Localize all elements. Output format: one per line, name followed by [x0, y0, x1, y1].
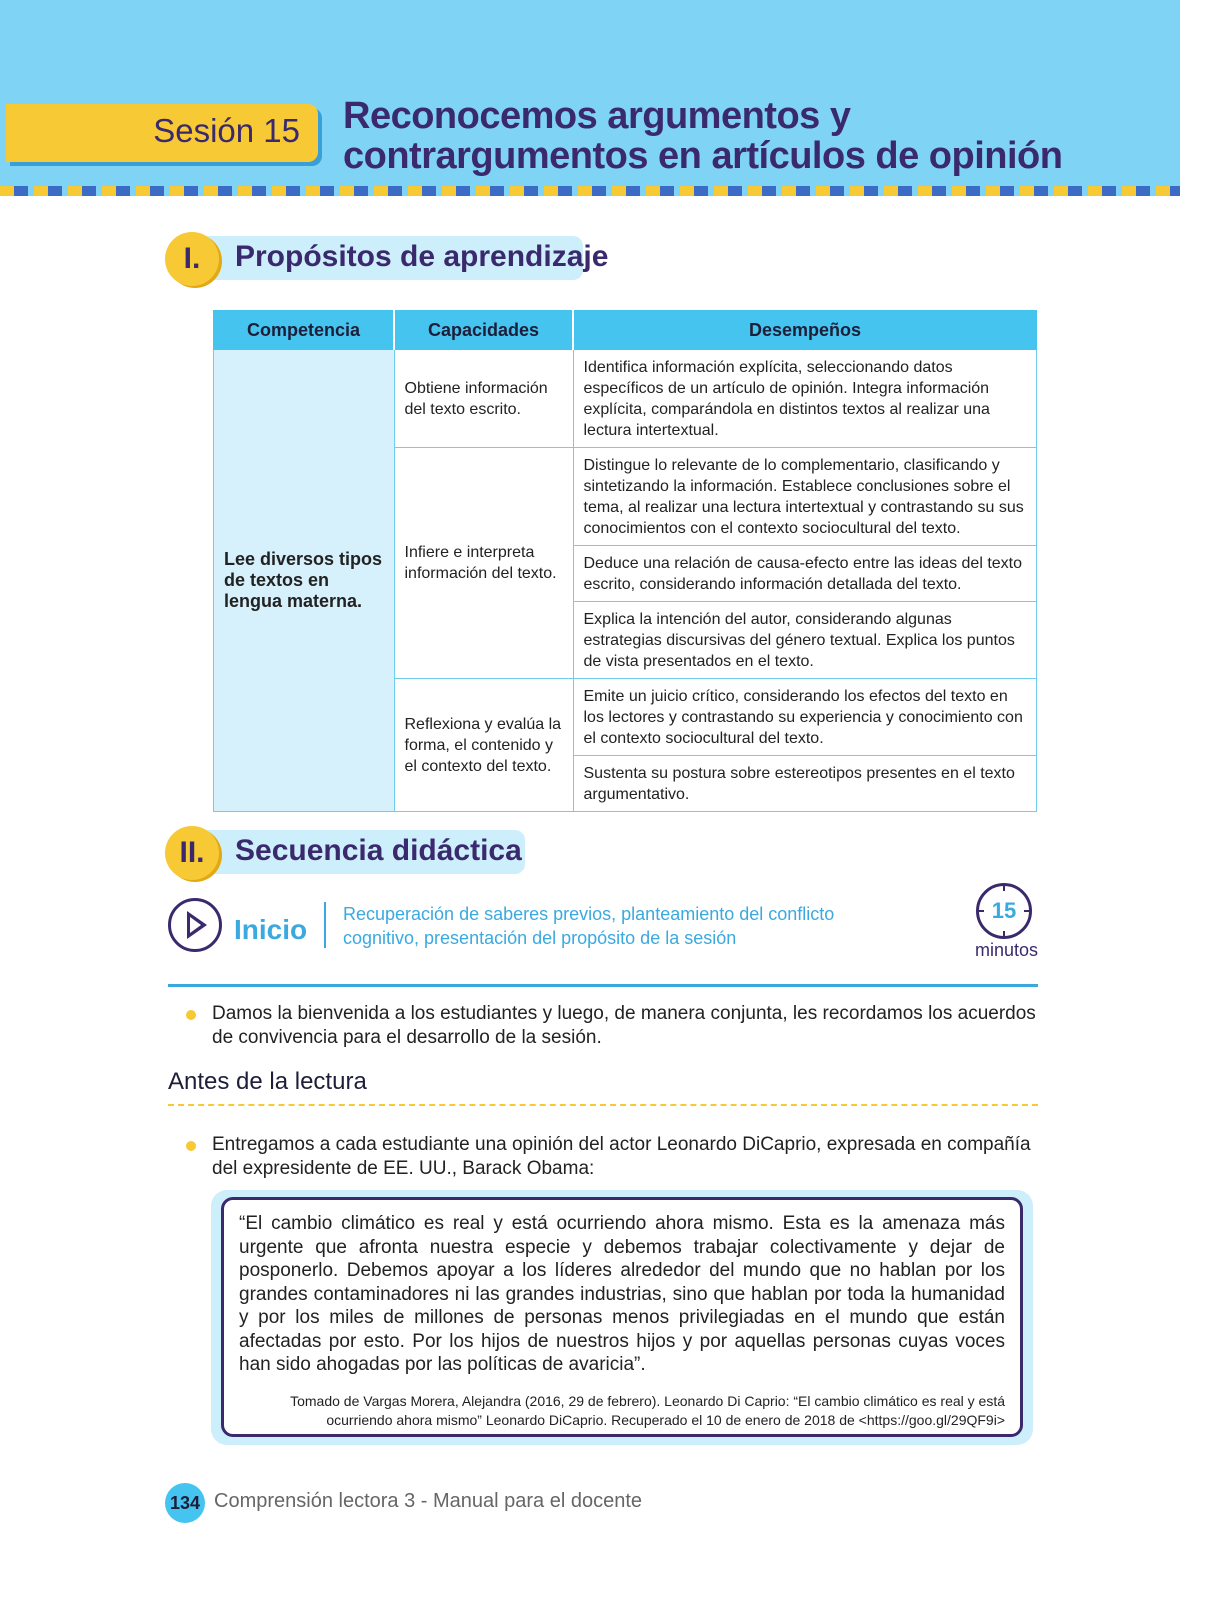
footer-title: Comprensión lectora 3 - Manual para el docente — [214, 1490, 643, 1512]
competency-cell: Lee diversos tipos de textos en lengua materna. — [214, 350, 395, 812]
table-header-row — [214, 311, 1037, 350]
section-title: Propósitos de aprendizaje — [235, 240, 609, 273]
performance-cell: Sustenta su postura sobre estereotipos presentes en el texto argumentativo. — [573, 756, 1037, 812]
inicio-description: Recuperación de saberes previos, planteamiento del conflicto cognitivo, presentación del propósito de la sesión — [343, 904, 835, 948]
section-title: Secuencia didáctica — [235, 834, 522, 867]
table-header-cell: Competencia — [214, 311, 395, 350]
competency-table — [213, 310, 1037, 812]
dashed-divider — [168, 1104, 1038, 1106]
bullet-text: Damos la bienvenida a los estudiantes y luego, de manera conjunta, les recordamos los acuerdos de convivencia para el desarrollo de la sesión. — [212, 1003, 1036, 1048]
divider — [324, 902, 326, 948]
session-label: Sesión 15 — [153, 112, 300, 149]
section-header-sequence — [165, 826, 525, 874]
page-number: 134 — [165, 1483, 205, 1523]
capacity-cell: Reflexiona y evalúa la forma, el contenido y el contexto del texto. — [394, 679, 573, 812]
inicio-row — [168, 888, 1038, 984]
section-number-badge: I. — [165, 232, 219, 286]
timer-tick — [1003, 886, 1005, 891]
performance-cell: Distingue lo relevante de lo complementario, clasificando y sintetizando la información. Establece conclusiones sobre el tema, al realizar una lectura intertextual y contrastando su sus conocimientos con el contexto sociocultural del texto. — [573, 448, 1037, 546]
session-title: Reconocemos argumentos y contrargumentos en artículos de opinión — [343, 95, 1063, 177]
bullet-text: Entregamos a cada estudiante una opinión del actor Leonardo DiCaprio, expresada en compañía del expresidente de EE. UU., Barack Obama: — [212, 1134, 1031, 1179]
bullet-dot-icon — [186, 1141, 196, 1151]
timer-tick — [1024, 910, 1029, 912]
section-number-badge: II. — [165, 826, 219, 880]
table-row — [214, 350, 1037, 448]
bullet-item — [212, 1002, 1038, 1050]
quote-source: Tomado de Vargas Morera, Alejandra (2016, 29 de febrero). Leonardo Di Caprio: “El cambio climático es real y está ocurriendo ahora mismo” Leonardo DiCaprio. Recuperado el 10 de enero de 2018 de <https://goo.gl/29QF9i> — [290, 1393, 1005, 1428]
timer-tick — [979, 910, 984, 912]
timer-minutes: 15 — [991, 898, 1017, 923]
performance-cell: Deduce una relación de causa-efecto entre las ideas del texto escrito, considerando información detallada del texto. — [573, 546, 1037, 602]
table-header-cell: Capacidades — [394, 311, 573, 350]
decorative-dash-strip — [0, 186, 1180, 196]
section-header-purposes — [165, 232, 609, 280]
timer-tick — [1003, 931, 1005, 936]
capacity-cell: Infiere e interpreta información del texto. — [394, 448, 573, 679]
bullet-item — [212, 1133, 1038, 1181]
performance-cell: Identifica información explícita, seleccionando datos específicos de un artículo de opinión. Integra información explícita, comparándola en distintos textos al realizar una lectura intertextual. — [573, 350, 1037, 448]
quote-box — [221, 1197, 1023, 1437]
timer-label: minutos — [974, 940, 1038, 960]
play-icon — [168, 898, 222, 952]
bullet-dot-icon — [186, 1010, 196, 1020]
table-header-cell: Desempeños — [573, 311, 1037, 350]
quote-text: “El cambio climático es real y está ocurriendo ahora mismo. Esta es la amenaza más urgente que afronta nuestra especie y debemos trabajar colectivamente y dejar de posponerlo. Debemos apoyar a los líderes alrededor del mundo que no hablan por los grandes contaminadores ni las grandes industrias, sino que hablan por toda la humanidad y por los miles de millones de personas menos privilegiadas en el mundo que están afectadas por esto. Por los hijos de nuestros hijos y por aquellas personas cuyas voces han sido ahogadas por las políticas de avaricia”. — [239, 1213, 1005, 1375]
performance-cell: Emite un juicio crítico, considerando los efectos del texto en los lectores y contrastando su experiencia y conocimiento con el contexto sociocultural del texto. — [573, 679, 1037, 756]
capacity-cell: Obtiene información del texto escrito. — [394, 350, 573, 448]
session-tab — [6, 104, 318, 162]
performance-cell: Explica la intención del autor, considerando algunas estrategias discursivas del género textual. Explica los puntos de vista presentados en el texto. — [573, 602, 1037, 679]
inicio-rule — [168, 984, 1038, 987]
timer-icon — [976, 883, 1032, 939]
subheading: Antes de la lectura — [168, 1068, 367, 1095]
inicio-label: Inicio — [234, 914, 308, 945]
